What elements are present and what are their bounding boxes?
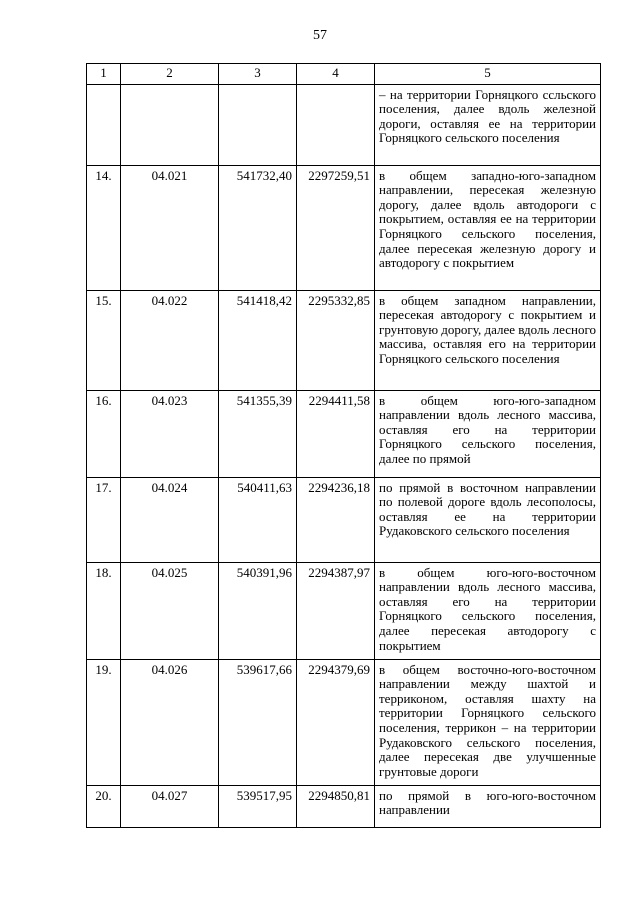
description-cell: в общем юго-юго-западном направлении вдоль лесного массива, оставляя его на территории Горняцкого сельского поселения, далее по прямой — [375, 390, 601, 477]
table-row — [87, 165, 601, 290]
column-header-4: 4 — [297, 64, 375, 85]
point-code-cell: 04.027 — [121, 785, 219, 827]
description-cell: – на территории Горняцкого ссльского поселения, далее вдоль железной дороги, оставляя ее на территории Горняцкого сельского поселения — [375, 84, 601, 165]
coordinate-y-cell: 2295332,85 — [297, 290, 375, 390]
column-header-3: 3 — [219, 64, 297, 85]
row-number-cell: 15. — [87, 290, 121, 390]
description-cell: в общем юго-юго-восточном направлении вдоль лесного массива, оставляя его на территории Горняцкого сельского поселения, далее пересекая автодорогу с покрытием — [375, 562, 601, 659]
row-number-cell: 19. — [87, 659, 121, 785]
coordinate-y-cell — [297, 84, 375, 165]
coordinate-x-cell: 539617,66 — [219, 659, 297, 785]
coordinate-y-cell: 2297259,51 — [297, 165, 375, 290]
table-row — [87, 390, 601, 477]
coordinate-x-cell: 540391,96 — [219, 562, 297, 659]
table-row — [87, 477, 601, 562]
description-cell: по прямой в восточном направлении по полевой дороге вдоль лесополосы, оставляя ее на территории Рудаковского сельского поселения — [375, 477, 601, 562]
page-number: 57 — [313, 28, 327, 43]
point-code-cell: 04.023 — [121, 390, 219, 477]
description-cell: по прямой в юго-юго-восточном направлении — [375, 785, 601, 827]
point-code-cell: 04.021 — [121, 165, 219, 290]
table-header-row — [87, 64, 601, 85]
table-row — [87, 659, 601, 785]
table-row — [87, 84, 601, 165]
point-code-cell: 04.022 — [121, 290, 219, 390]
row-number-cell: 14. — [87, 165, 121, 290]
point-code-cell: 04.024 — [121, 477, 219, 562]
coordinate-x-cell: 540411,63 — [219, 477, 297, 562]
coordinate-x-cell — [219, 84, 297, 165]
point-code-cell — [121, 84, 219, 165]
coordinate-y-cell: 2294387,97 — [297, 562, 375, 659]
coordinate-x-cell: 541732,40 — [219, 165, 297, 290]
table-row — [87, 290, 601, 390]
row-number-cell: 20. — [87, 785, 121, 827]
table-row — [87, 562, 601, 659]
coordinate-x-cell: 541418,42 — [219, 290, 297, 390]
row-number-cell: 18. — [87, 562, 121, 659]
point-code-cell: 04.025 — [121, 562, 219, 659]
description-cell: в общем восточно-юго-восточном направлении между шахтой и терриконом, оставляя шахту на территории Горняцкого сельского поселения, террикон – на территории Рудаковского сельского поселения, далее пересекая две улучшенные грунтовые дороги — [375, 659, 601, 785]
column-header-1: 1 — [87, 64, 121, 85]
coordinate-y-cell: 2294379,69 — [297, 659, 375, 785]
table-row — [87, 785, 601, 827]
boundary-table — [86, 63, 601, 828]
coordinate-y-cell: 2294411,58 — [297, 390, 375, 477]
coordinate-y-cell: 2294850,81 — [297, 785, 375, 827]
coordinate-y-cell: 2294236,18 — [297, 477, 375, 562]
description-cell: в общем западном направлении, пересекая автодорогу с покрытием и грунтовую дорогу, далее вдоль лесного массива, оставляя его на территории Горняцкого сельского поселения — [375, 290, 601, 390]
row-number-cell: 16. — [87, 390, 121, 477]
description-cell: в общем западно-юго-западном направлении, пересекая железную дорогу, далее вдоль автодороги с покрытием, оставляя ее на территории Горняцкого сельского поселения, далее пересекая железную дорогу и автодорогу с покрытием — [375, 165, 601, 290]
coordinate-x-cell: 541355,39 — [219, 390, 297, 477]
coordinate-x-cell: 539517,95 — [219, 785, 297, 827]
row-number-cell: 17. — [87, 477, 121, 562]
row-number-cell — [87, 84, 121, 165]
column-header-5: 5 — [375, 64, 601, 85]
point-code-cell: 04.026 — [121, 659, 219, 785]
column-header-2: 2 — [121, 64, 219, 85]
